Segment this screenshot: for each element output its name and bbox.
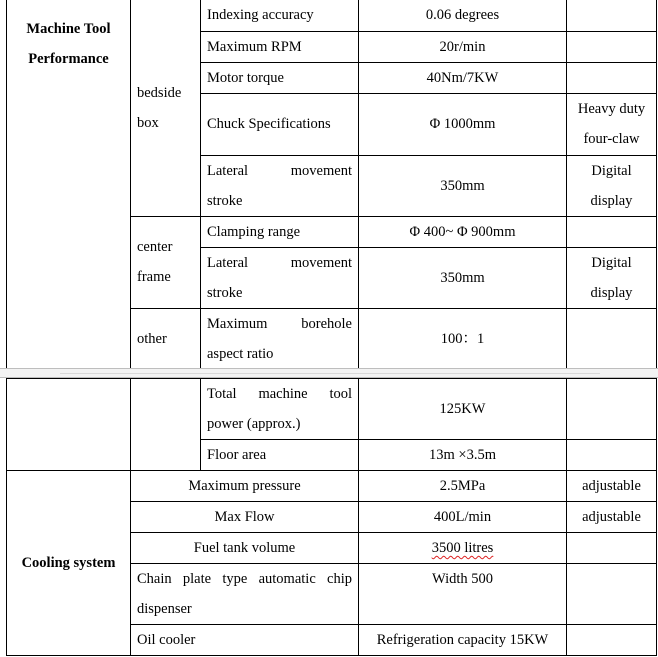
param-cell: Chuck Specifications	[201, 93, 359, 155]
param-cell: Motor torque	[201, 62, 359, 93]
machine-performance-table	[6, 0, 657, 370]
param-cell: Floor area	[201, 440, 359, 471]
param-cell: Oil cooler	[131, 625, 359, 656]
section-machine-tool-performance	[7, 0, 131, 369]
param-word: aspect ratio	[207, 345, 274, 362]
spec-table-part-2	[6, 378, 656, 657]
value-cell: Φ 1000mm	[359, 93, 567, 155]
param-cell	[201, 379, 359, 440]
param-word: stroke	[207, 284, 243, 301]
param-cell: Maximum RPM	[201, 31, 359, 62]
param-cell: Indexing accuracy	[201, 0, 359, 31]
note-cell	[567, 216, 657, 247]
param-word: machine	[258, 386, 308, 402]
section-label-line: Machine Tool	[26, 21, 111, 37]
note-line: Heavy duty	[577, 101, 646, 117]
note-cell	[567, 247, 657, 308]
param-cell: Fuel tank volume	[131, 533, 359, 564]
group-continued-blank	[131, 379, 201, 471]
param-cell: Max Flow	[131, 502, 359, 533]
machine-cooling-table	[6, 378, 657, 656]
note-line: display	[590, 192, 633, 209]
value-cell: Refrigeration capacity 15KW	[359, 625, 567, 656]
value-cell: 40Nm/7KW	[359, 62, 567, 93]
group-label-line: bedside	[137, 84, 182, 101]
param-word: movement	[290, 254, 352, 271]
group-label-line: center	[137, 239, 173, 255]
value-cell: Φ 400~ Φ 900mm	[359, 216, 567, 247]
note-line: Digital	[591, 254, 632, 271]
note-cell	[567, 31, 657, 62]
value-cell: 100：1	[359, 308, 567, 369]
page-break	[0, 368, 658, 378]
param-line: Chain plate type automatic chip	[137, 571, 352, 587]
param-word: stroke	[207, 192, 243, 209]
group-label-line: frame	[137, 269, 171, 285]
param-cell	[201, 308, 359, 369]
value-cell: 350mm	[359, 247, 567, 308]
value-text: 3500 litres	[431, 540, 494, 556]
group-bedside-box	[131, 0, 201, 216]
section-label-line: Performance	[28, 51, 109, 67]
note-cell	[567, 533, 657, 564]
note-line: display	[590, 284, 633, 301]
value-cell: 350mm	[359, 155, 567, 216]
note-cell	[567, 155, 657, 216]
value-cell: 13m ×3.5m	[359, 440, 567, 471]
param-word: Total	[207, 386, 237, 402]
param-line: dispenser	[137, 601, 192, 617]
note-cell: adjustable	[567, 502, 657, 533]
value-cell: 125KW	[359, 379, 567, 440]
param-word: Lateral	[207, 254, 249, 271]
param-word: tool	[329, 386, 352, 402]
param-word: borehole	[301, 315, 352, 332]
note-cell	[567, 0, 657, 31]
value-cell: 0.06 degrees	[359, 0, 567, 31]
note-line: Digital	[591, 162, 632, 179]
group-label-line: box	[137, 114, 159, 131]
group-other: other	[131, 308, 201, 369]
value-cell: 400L/min	[359, 502, 567, 533]
param-word: movement	[290, 162, 352, 179]
note-cell	[567, 62, 657, 93]
note-cell	[567, 93, 657, 155]
value-cell	[359, 533, 567, 564]
value-cell: 20r/min	[359, 31, 567, 62]
spec-table-part-1	[6, 0, 656, 368]
param-cell: Maximum pressure	[131, 471, 359, 502]
note-cell	[567, 440, 657, 471]
group-center-frame	[131, 216, 201, 308]
param-word: Lateral	[207, 162, 249, 179]
note-cell	[567, 625, 657, 656]
note-line: four-claw	[583, 131, 640, 147]
note-cell	[567, 379, 657, 440]
param-word: power (approx.)	[207, 416, 301, 432]
value-cell: Width 500	[359, 564, 567, 625]
param-cell	[201, 155, 359, 216]
section-cooling-system: Cooling system	[7, 471, 131, 656]
param-word: Maximum	[207, 315, 268, 332]
note-cell: adjustable	[567, 471, 657, 502]
param-cell: Clamping range	[201, 216, 359, 247]
param-cell	[131, 564, 359, 625]
value-cell: 2.5MPa	[359, 471, 567, 502]
param-cell	[201, 247, 359, 308]
note-cell	[567, 308, 657, 369]
section-continued-blank	[7, 379, 131, 471]
note-cell	[567, 564, 657, 625]
